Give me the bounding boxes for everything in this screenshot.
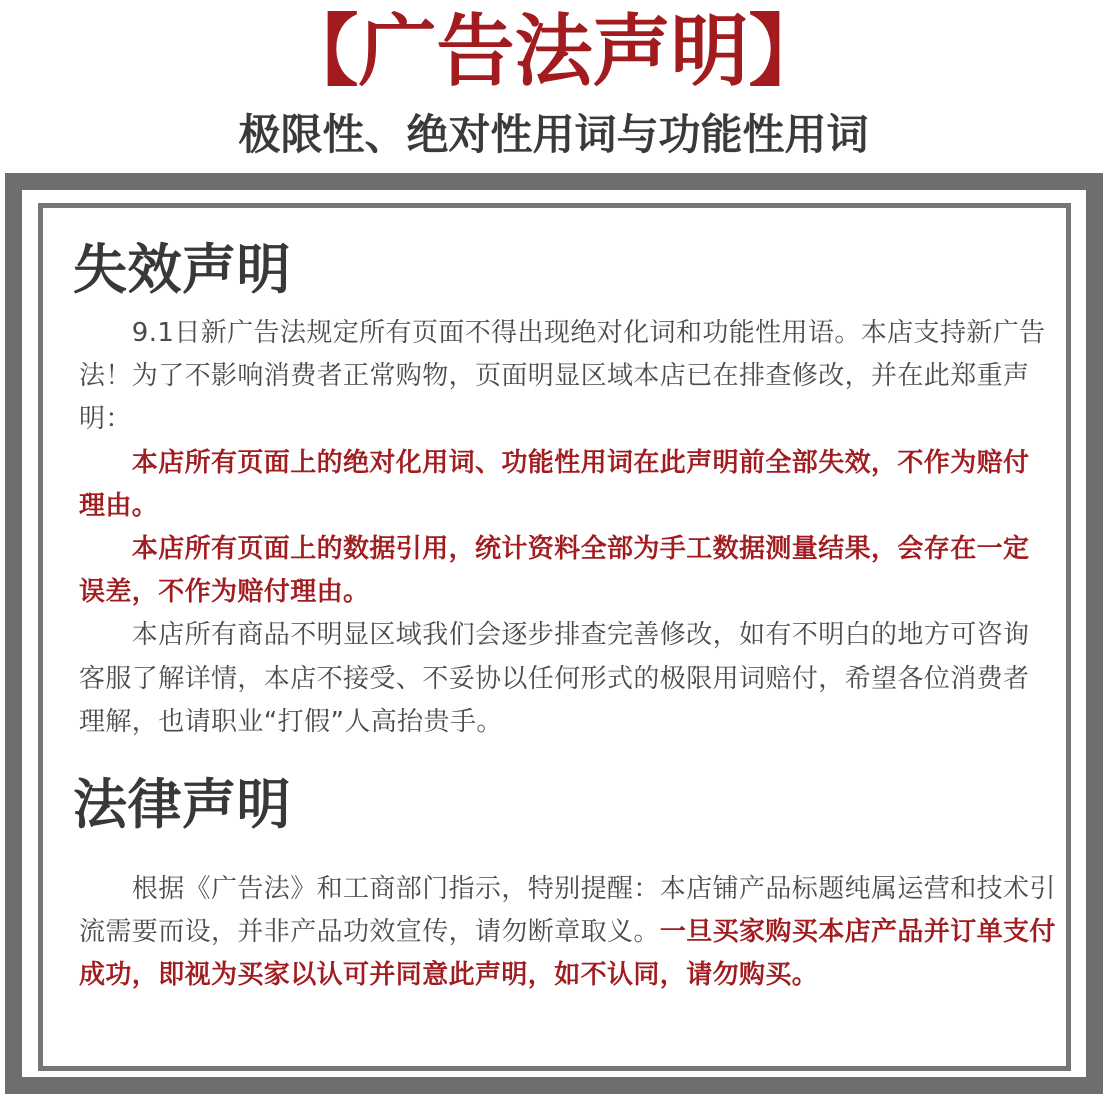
data-citation-line: 误差，不作为赔付理由。 bbox=[79, 577, 370, 608]
closing-line: 理解，也请职业“打假”人高抬贵手。 bbox=[79, 706, 503, 737]
data-citation-line: 本店所有页面上的数据引用，统计资料全部为手工数据测量结果，会存在一定 bbox=[131, 533, 1030, 564]
legal-emphasis-text: 一旦买家购买本店产品并订单支付 bbox=[659, 917, 1056, 948]
legal-body bbox=[79, 868, 1066, 998]
closing-line: 客服了解详情，本店不接受、不妥协以任何形式的极限用词赔付，希望各位消费者 bbox=[79, 663, 1030, 694]
absolute-terms-line: 理由。 bbox=[79, 490, 159, 521]
invalidation-heading: 失效声明 bbox=[73, 238, 291, 301]
closing-line: 本店所有商品不明显区域我们会逐步排查完善修改，如有不明白的地方可咨询 bbox=[131, 620, 1030, 651]
legal-line bbox=[79, 868, 1066, 911]
legal-text: 流需要而设，并非产品功效宣传，请勿断章取义。 bbox=[79, 917, 660, 948]
legal-text: 根据《广告法》和工商部门指示，特别提醒：本店铺产品标题纯属运营和技术引 bbox=[131, 874, 1056, 904]
intro-line: 法！为了不影响消费者正常购物，页面明显区域本店已在排查修改，并在此郑重声 bbox=[79, 361, 1030, 392]
invalidation-body bbox=[79, 312, 1066, 744]
legal-line bbox=[79, 954, 1066, 997]
absolute-terms-line: 本店所有页面上的绝对化用词、功能性用词在此声明前全部失效，不作为赔付 bbox=[131, 447, 1030, 478]
intro-line: 明： bbox=[79, 404, 132, 435]
notice-panel bbox=[38, 203, 1071, 1071]
legal-heading: 法律声明 bbox=[73, 773, 291, 836]
legal-emphasis-text: 成功，即视为买家以认可并同意此声明，如不认同，请勿购买。 bbox=[79, 960, 819, 991]
intro-line: 9.1日新广告法规定所有页面不得出现绝对化词和功能性用语。本店支持新广告 bbox=[131, 318, 1046, 348]
page-title: 【广告法声明】 bbox=[280, 8, 827, 96]
legal-line bbox=[79, 911, 1066, 954]
page-subtitle: 极限性、绝对性用词与功能性用词 bbox=[238, 110, 869, 159]
